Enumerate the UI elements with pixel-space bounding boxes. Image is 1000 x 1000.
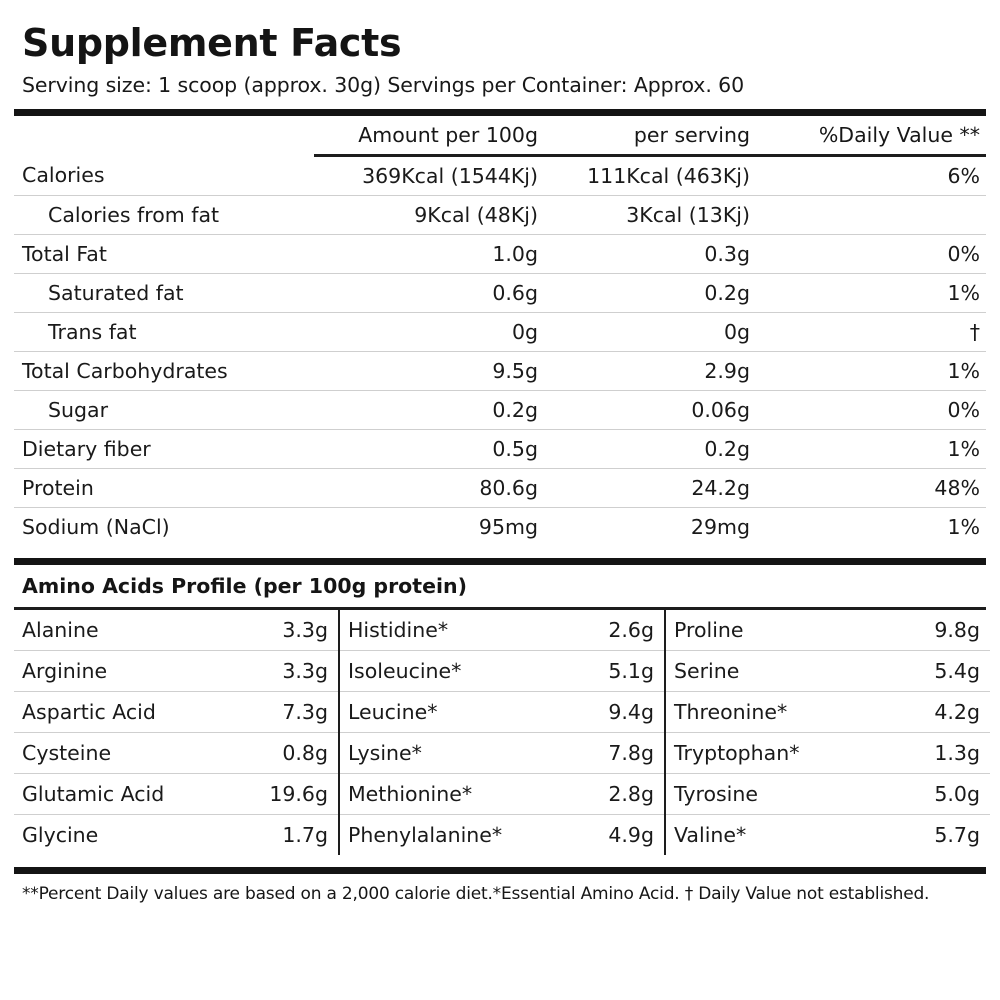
amino-section-heading: Amino Acids Profile (per 100g protein) [22,574,467,598]
amino-acid-value: 2.8g [558,774,664,815]
nutrient-per-serving: 2.9g [544,352,756,391]
nutrient-per-100g: 95mg [478,515,538,539]
amino-acid-value: 1.3g [884,733,990,774]
nutrient-per-serving: 0.06g [544,391,756,430]
amino-acid-name: Threonine* [666,692,884,733]
amino-acid-value: 5.0g [884,774,990,815]
amino-acid-value: 7.8g [558,733,664,774]
nutrition-body [14,156,986,547]
table-row [14,235,986,274]
nutrient-label: Calories [14,156,314,196]
table-row [14,733,990,774]
nutrient-per-100g: 1.0g [314,235,544,274]
amino-acid-name: Aspartic Acid [14,692,232,733]
amino-acid-value: 0.8g [232,733,338,774]
divider-top [14,109,986,116]
amino-acid-value: 1.7g [282,823,328,847]
column-header-amount-per-100g: Amount per 100g [314,116,544,156]
table-row [14,196,986,235]
nutrient-per-serving: 0.3g [544,235,756,274]
nutrient-per-100g: 9Kcal (48Kj) [314,196,544,235]
table-row [14,430,986,469]
amino-body [14,610,990,855]
table-row [14,274,986,313]
nutrient-daily-value: 6% [756,156,986,196]
nutrient-daily-value: † [756,313,986,352]
nutrient-per-serving: 24.2g [544,469,756,508]
nutrient-daily-value: 1% [947,515,980,539]
nutrient-per-serving: 29mg [690,515,750,539]
amino-acid-value: 5.1g [558,651,664,692]
nutrient-daily-value: 0% [756,235,986,274]
nutrient-daily-value: 1% [756,274,986,313]
nutrient-label: Calories from fat [14,196,314,235]
nutrition-table [14,116,986,546]
nutrient-per-serving: 0.2g [544,274,756,313]
nutrient-daily-value: 48% [756,469,986,508]
nutrient-per-100g: 0.6g [314,274,544,313]
table-row [14,651,990,692]
nutrient-per-100g: 369Kcal (1544Kj) [314,156,544,196]
amino-acid-name: Leucine* [340,692,558,733]
nutrition-header-row [14,116,986,156]
nutrient-daily-value [756,196,986,235]
amino-acid-name: Arginine [14,651,232,692]
amino-acid-name: Cysteine [14,733,232,774]
amino-acid-name: Methionine* [340,774,558,815]
amino-acid-value: 3.3g [232,651,338,692]
amino-acid-name: Alanine [14,610,232,651]
nutrient-daily-value: 1% [756,430,986,469]
amino-acid-value: 9.4g [558,692,664,733]
amino-acid-value: 9.8g [884,610,990,651]
nutrient-per-100g: 80.6g [314,469,544,508]
amino-acid-name: Histidine* [340,610,558,651]
nutrient-label: Dietary fiber [14,430,314,469]
amino-acid-value: 4.9g [608,823,654,847]
nutrient-label: Total Carbohydrates [14,352,314,391]
amino-acid-name: Phenylalanine* [348,823,503,847]
nutrient-label: Total Fat [14,235,314,274]
amino-acid-name: Tyrosine [666,774,884,815]
amino-acids-table [14,610,990,855]
nutrient-per-100g: 0.2g [314,391,544,430]
amino-acid-value: 7.3g [232,692,338,733]
table-row [14,313,986,352]
amino-acid-name: Isoleucine* [340,651,558,692]
nutrient-label: Protein [14,469,314,508]
footnote: **Percent Daily values are based on a 2,000 calorie diet.*Essential Amino Acid. † Daily Value not established. [22,884,930,904]
nutrient-per-serving: 3Kcal (13Kj) [544,196,756,235]
nutrient-daily-value: 1% [756,352,986,391]
nutrient-per-serving: 0.2g [544,430,756,469]
divider-amino [14,558,986,565]
nutrient-per-100g: 9.5g [314,352,544,391]
amino-acid-name: Serine [666,651,884,692]
nutrient-per-serving: 111Kcal (463Kj) [544,156,756,196]
table-row [14,391,986,430]
table-row [14,508,986,547]
amino-acid-value: 5.4g [884,651,990,692]
table-row [14,692,990,733]
nutrient-per-100g: 0.5g [314,430,544,469]
page-title: Supplement Facts [22,21,402,65]
table-row [14,774,990,815]
column-header-daily-value: %Daily Value ** [756,116,986,156]
nutrient-label: Saturated fat [14,274,314,313]
amino-acid-value: 4.2g [884,692,990,733]
divider-bottom [14,867,986,874]
amino-acid-name: Glutamic Acid [14,774,232,815]
nutrient-per-serving: 0g [544,313,756,352]
serving-size-line: Serving size: 1 scoop (approx. 30g) Servings per Container: Approx. 60 [22,73,745,97]
amino-acid-value: 3.3g [232,610,338,651]
table-row [14,156,986,196]
supplement-facts-panel [14,8,986,992]
amino-acid-name: Tryptophan* [666,733,884,774]
column-header-blank [14,116,314,156]
table-row [14,469,986,508]
table-row [14,815,990,856]
table-row [14,352,986,391]
column-header-per-serving: per serving [544,116,756,156]
amino-acid-value: 5.7g [934,823,980,847]
amino-acid-name: Lysine* [340,733,558,774]
amino-acid-value: 19.6g [232,774,338,815]
amino-acid-name: Proline [666,610,884,651]
nutrient-daily-value: 0% [756,391,986,430]
amino-acid-name: Valine* [674,823,747,847]
nutrient-label: Sugar [14,391,314,430]
nutrient-label: Trans fat [14,313,314,352]
amino-acid-value: 2.6g [558,610,664,651]
amino-acid-name: Glycine [22,823,99,847]
nutrient-label: Sodium (NaCl) [22,515,170,539]
table-row [14,610,990,651]
nutrient-per-100g: 0g [314,313,544,352]
